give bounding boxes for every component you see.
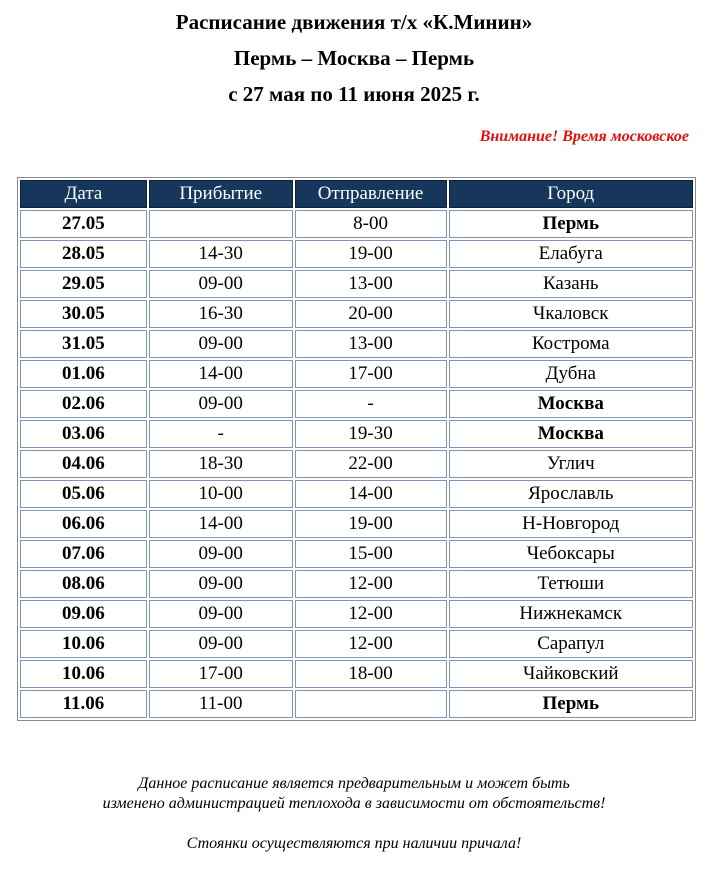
arrival-cell: 09-00 (149, 540, 293, 568)
arrival-cell: 14-00 (149, 360, 293, 388)
city-cell: Ярославль (449, 480, 693, 508)
departure-cell: 15-00 (295, 540, 447, 568)
city-cell: Москва (449, 390, 693, 418)
departure-cell: 12-00 (295, 630, 447, 658)
table-row (20, 240, 693, 268)
disclaimer-line-1: Данное расписание является предварительным и может быть (138, 775, 570, 792)
table-row (20, 480, 693, 508)
table-row (20, 690, 693, 718)
arrival-cell: - (149, 420, 293, 448)
city-cell: Казань (449, 270, 693, 298)
arrival-cell: 10-00 (149, 480, 293, 508)
date-cell: 03.06 (20, 420, 147, 448)
schedule-rows (20, 210, 693, 718)
departure-cell: 14-00 (295, 480, 447, 508)
date-cell: 28.05 (20, 240, 147, 268)
table-row (20, 600, 693, 628)
table-row (20, 450, 693, 478)
city-cell: Кострома (449, 330, 693, 358)
departure-cell: 19-00 (295, 510, 447, 538)
disclaimer-line-2: изменено администрацией теплохода в зависимости от обстоятельств! (102, 795, 606, 812)
table-row (20, 300, 693, 328)
departure-cell (295, 690, 447, 718)
departure-cell: 19-00 (295, 240, 447, 268)
date-cell: 27.05 (20, 210, 147, 238)
city-cell: Дубна (449, 360, 693, 388)
route-title: Пермь – Москва – Пермь (233, 46, 475, 70)
city-cell: Чайковский (449, 660, 693, 688)
city-cell: Чкаловск (449, 300, 693, 328)
arrival-cell: 09-00 (149, 330, 293, 358)
page-title: Расписание движения т/х «К.Минин» (175, 10, 533, 34)
arrival-cell: 09-00 (149, 390, 293, 418)
date-cell: 01.06 (20, 360, 147, 388)
arrival-cell: 18-30 (149, 450, 293, 478)
table-row (20, 630, 693, 658)
date-cell: 10.06 (20, 660, 147, 688)
departure-cell: 22-00 (295, 450, 447, 478)
mooring-note: Стоянки осуществляются при наличии причала! (186, 835, 522, 852)
timezone-notice: Внимание! Время московское (479, 128, 689, 145)
column-header-date: Дата (20, 180, 147, 208)
arrival-cell: 14-00 (149, 510, 293, 538)
arrival-cell: 09-00 (149, 600, 293, 628)
arrival-cell: 16-30 (149, 300, 293, 328)
departure-cell: 20-00 (295, 300, 447, 328)
date-cell: 07.06 (20, 540, 147, 568)
city-cell: Тетюши (449, 570, 693, 598)
departure-cell: 13-00 (295, 270, 447, 298)
table-row (20, 270, 693, 298)
departure-cell: 18-00 (295, 660, 447, 688)
table-row (20, 420, 693, 448)
departure-cell: 19-30 (295, 420, 447, 448)
city-cell: Нижнекамск (449, 600, 693, 628)
departure-cell: 17-00 (295, 360, 447, 388)
arrival-cell: 14-30 (149, 240, 293, 268)
column-header-departure: Отправление (295, 180, 447, 208)
date-cell: 11.06 (20, 690, 147, 718)
table-row (20, 570, 693, 598)
column-header-arrival: Прибытие (149, 180, 293, 208)
arrival-cell (149, 210, 293, 238)
table-row (20, 540, 693, 568)
city-cell: Чебоксары (449, 540, 693, 568)
date-cell: 29.05 (20, 270, 147, 298)
departure-cell: 8-00 (295, 210, 447, 238)
date-cell: 09.06 (20, 600, 147, 628)
arrival-cell: 11-00 (149, 690, 293, 718)
schedule-table (17, 177, 696, 721)
table-row (20, 360, 693, 388)
arrival-cell: 09-00 (149, 270, 293, 298)
departure-cell: 13-00 (295, 330, 447, 358)
table-row (20, 330, 693, 358)
city-cell: Углич (449, 450, 693, 478)
date-cell: 06.06 (20, 510, 147, 538)
date-cell: 04.06 (20, 450, 147, 478)
city-cell: Пермь (449, 690, 693, 718)
departure-cell: 12-00 (295, 570, 447, 598)
date-cell: 31.05 (20, 330, 147, 358)
table-row (20, 210, 693, 238)
city-cell: Сарапул (449, 630, 693, 658)
city-cell: Н-Новгород (449, 510, 693, 538)
departure-cell: - (295, 390, 447, 418)
arrival-cell: 09-00 (149, 570, 293, 598)
departure-cell: 12-00 (295, 600, 447, 628)
table-row (20, 660, 693, 688)
city-cell: Елабуга (449, 240, 693, 268)
table-header-row (20, 180, 693, 208)
city-cell: Москва (449, 420, 693, 448)
date-cell: 05.06 (20, 480, 147, 508)
date-cell: 30.05 (20, 300, 147, 328)
date-range-title: с 27 мая по 11 июня 2025 г. (228, 82, 480, 106)
date-cell: 08.06 (20, 570, 147, 598)
arrival-cell: 09-00 (149, 630, 293, 658)
city-cell: Пермь (449, 210, 693, 238)
table-row (20, 390, 693, 418)
table-row (20, 510, 693, 538)
date-cell: 02.06 (20, 390, 147, 418)
column-header-city: Город (449, 180, 693, 208)
date-cell: 10.06 (20, 630, 147, 658)
arrival-cell: 17-00 (149, 660, 293, 688)
